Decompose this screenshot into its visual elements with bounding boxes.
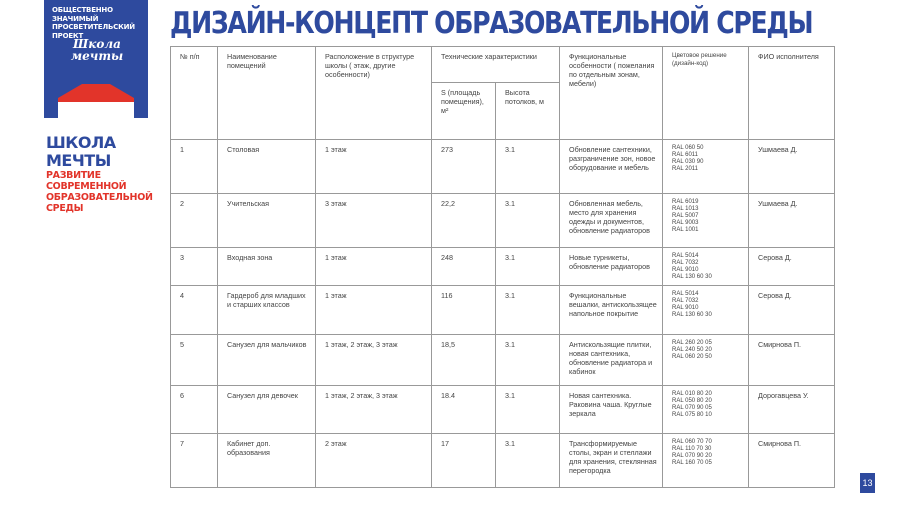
header-name: Наименование помещений: [218, 47, 316, 140]
ral-code: RAL 5007: [672, 213, 699, 219]
cell-name: Санузел для девочек: [218, 386, 316, 434]
ral-code: RAL 5014: [672, 253, 699, 259]
brand-subtitle-line-2: ОБРАЗОВАТЕЛЬНОЙ СРЕДЫ: [46, 192, 153, 214]
cell-functional: Антискользящие плитки, новая сантехника, обновление радиатора и кабинок: [560, 335, 663, 386]
cell-location: 1 этаж: [316, 248, 432, 286]
ral-code: RAL 160 70 05: [672, 460, 712, 466]
cell-height: 3.1: [496, 286, 560, 335]
cell-functional: Новая сантехника. Раковина чаша. Круглые зеркала: [560, 386, 663, 434]
cell-name: Гардероб для младших и старших классов: [218, 286, 316, 335]
ral-code: RAL 130 60 30: [672, 312, 712, 318]
brand-logo-block: [44, 0, 148, 118]
ral-code: RAL 240 50 20: [672, 347, 712, 353]
cell-num: 3: [171, 248, 218, 286]
cell-name: Столовая: [218, 140, 316, 194]
cell-executor: Смирнова П.: [749, 434, 835, 488]
ral-code: RAL 060 70 70: [672, 439, 712, 445]
cell-height: 3.1: [496, 335, 560, 386]
table-row: [171, 140, 835, 194]
page-number: 13: [860, 473, 875, 493]
cell-height: 3.1: [496, 140, 560, 194]
ral-code: RAL 6019: [672, 199, 699, 205]
cell-color: [663, 140, 749, 194]
cell-location: 3 этаж: [316, 194, 432, 248]
ral-code: RAL 9010: [672, 305, 699, 311]
cell-executor: Серова Д.: [749, 248, 835, 286]
cell-executor: Серова Д.: [749, 286, 835, 335]
cell-color: [663, 434, 749, 488]
cell-color: [663, 335, 749, 386]
ral-code: RAL 050 80 20: [672, 398, 712, 404]
table-body: [171, 140, 835, 488]
header-area: S (площадь помещения), м²: [432, 83, 496, 140]
cell-executor: Дорогавцева У.: [749, 386, 835, 434]
ral-code: RAL 130 60 30: [672, 274, 712, 280]
cell-executor: Ушмаева Д.: [749, 140, 835, 194]
cell-functional: Функциональные вешалки, антискользящее напольное покрытие: [560, 286, 663, 335]
cell-location: 1 этаж: [316, 286, 432, 335]
cell-location: 1 этаж: [316, 140, 432, 194]
cell-area: 248: [432, 248, 496, 286]
cell-area: 273: [432, 140, 496, 194]
cell-executor: Смирнова П.: [749, 335, 835, 386]
ral-code: RAL 110 70 30: [672, 446, 712, 452]
cell-name: Кабинет доп. образования: [218, 434, 316, 488]
cell-num: 5: [171, 335, 218, 386]
header-functional: Функциональные особенности ( пожелания по отдельным зонам, мебели): [560, 47, 663, 140]
cell-color: [663, 286, 749, 335]
header-height: Высота потолков, м: [496, 83, 560, 140]
brand-logo-script: Школа мечты: [70, 37, 124, 63]
cell-area: 17: [432, 434, 496, 488]
ral-code: RAL 9003: [672, 220, 699, 226]
ral-code: RAL 010 80 20: [672, 391, 712, 397]
brand-subtitle-line-1: РАЗВИТИЕ СОВРЕМЕННОЙ: [46, 170, 127, 192]
ral-code: RAL 6011: [672, 152, 699, 158]
cell-name: Санузел для мальчиков: [218, 335, 316, 386]
cell-color: [663, 194, 749, 248]
header-color: Цветовое решение (дизайн-код): [663, 47, 749, 140]
page-title: ДИЗАЙН-КОНЦЕПТ ОБРАЗОВАТЕЛЬНОЙ СРЕДЫ: [170, 6, 813, 41]
cell-functional: Новые турникеты, обновление радиаторов: [560, 248, 663, 286]
ral-code: RAL 060 50: [672, 145, 704, 151]
ral-code: RAL 260 20 05: [672, 340, 712, 346]
table-row: [171, 434, 835, 488]
ral-code: RAL 2011: [672, 166, 699, 172]
table-row: [171, 286, 835, 335]
brand-project-label: ОБЩЕСТВЕННО ЗНАЧИМЫЙ ПРОСВЕТИТЕЛЬСКИЙ ПРОЕКТ: [52, 6, 135, 40]
cell-num: 6: [171, 386, 218, 434]
cell-color: [663, 386, 749, 434]
ral-code: RAL 5014: [672, 291, 699, 297]
header-num: № п/п: [171, 47, 218, 140]
ral-code: RAL 7032: [672, 260, 699, 266]
cell-num: 7: [171, 434, 218, 488]
table-header-row: [171, 47, 835, 83]
house-icon: [58, 84, 134, 118]
cell-area: 18,5: [432, 335, 496, 386]
cell-height: 3.1: [496, 386, 560, 434]
cell-area: 18.4: [432, 386, 496, 434]
cell-area: 116: [432, 286, 496, 335]
cell-functional: Обновление сантехники, разграничение зон, новое оборудование и мебель: [560, 140, 663, 194]
header-tech: Технические характеристики: [432, 47, 560, 83]
ral-code: RAL 9010: [672, 267, 699, 273]
cell-height: 3.1: [496, 248, 560, 286]
ral-code: RAL 030 90: [672, 159, 704, 165]
table-row: [171, 194, 835, 248]
cell-name: Учительская: [218, 194, 316, 248]
header-location: Расположение в структуре школы ( этаж, другие особенности): [316, 47, 432, 140]
cell-location: 1 этаж, 2 этаж, 3 этаж: [316, 335, 432, 386]
cell-functional: Трансформируемые столы, экран и стеллажи для хранения, стеклянная перегородка: [560, 434, 663, 488]
design-concept-table: [170, 46, 835, 488]
table-row: [171, 386, 835, 434]
ral-code: RAL 1001: [672, 227, 699, 233]
cell-height: 3.1: [496, 194, 560, 248]
ral-code: RAL 070 90 20: [672, 453, 712, 459]
table-row: [171, 248, 835, 286]
ral-code: RAL 070 90 05: [672, 405, 712, 411]
brand-panel: [44, 0, 153, 214]
cell-num: 2: [171, 194, 218, 248]
header-executor: ФИО исполнителя: [749, 47, 835, 140]
brand-title: ШКОЛА МЕЧТЫ: [46, 133, 116, 170]
cell-num: 1: [171, 140, 218, 194]
cell-functional: Обновленная мебель, место для хранения одежды и документов, обновление радиаторов: [560, 194, 663, 248]
cell-name: Входная зона: [218, 248, 316, 286]
ral-code: RAL 7032: [672, 298, 699, 304]
ral-code: RAL 1013: [672, 206, 699, 212]
cell-num: 4: [171, 286, 218, 335]
ral-code: RAL 075 80 10: [672, 412, 712, 418]
table-row: [171, 335, 835, 386]
cell-executor: Ушмаева Д.: [749, 194, 835, 248]
cell-location: 1 этаж, 2 этаж, 3 этаж: [316, 386, 432, 434]
cell-location: 2 этаж: [316, 434, 432, 488]
cell-area: 22,2: [432, 194, 496, 248]
ral-code: RAL 060 20 50: [672, 354, 712, 360]
cell-height: 3.1: [496, 434, 560, 488]
cell-color: [663, 248, 749, 286]
